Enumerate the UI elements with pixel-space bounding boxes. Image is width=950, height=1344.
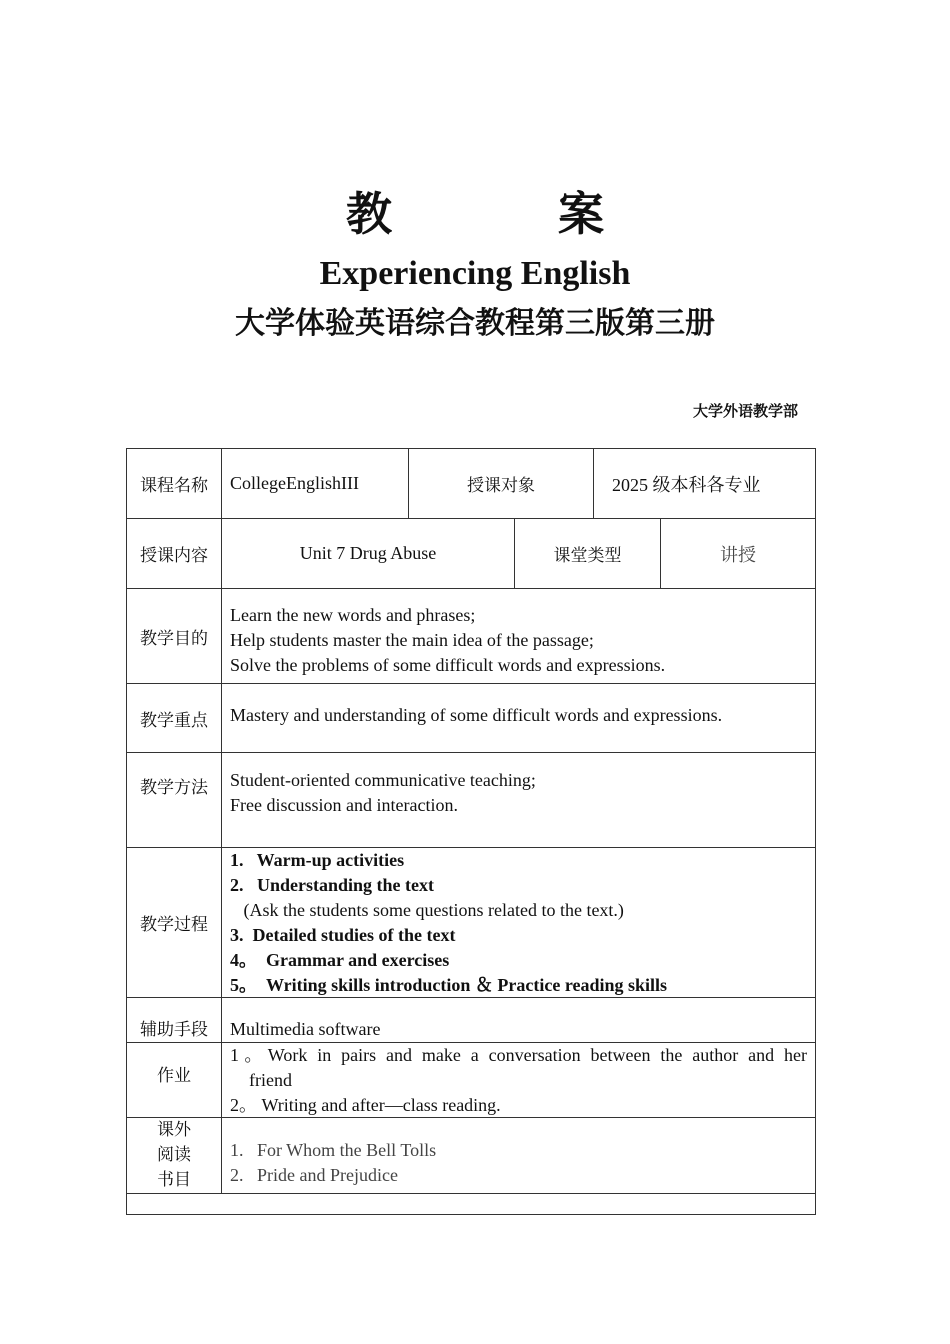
reading-book: 1. For Whom the Bell Tolls <box>230 1139 437 1160</box>
homework-value <box>221 1042 816 1118</box>
english-subtitle: Experiencing English <box>319 255 631 292</box>
process-step: 1. Warm-up activities <box>230 849 405 870</box>
content-value: Unit 7 Drug Abuse <box>221 518 515 589</box>
homework-item: 1。Work in pairs and make a conversation between the author and her <box>230 1044 807 1065</box>
process-value <box>221 847 816 998</box>
methods-value <box>221 752 816 848</box>
document-title: 教 案 <box>346 187 664 241</box>
aids-value: Multimedia software <box>221 997 816 1043</box>
process-label: 教学过程 <box>126 847 222 998</box>
class-type-label: 课堂类型 <box>514 518 661 589</box>
process-note: (Ask the students some questions related to the text.) <box>230 899 624 920</box>
objectives-value <box>221 588 816 684</box>
audience-label: 授课对象 <box>408 448 594 519</box>
reading-value <box>221 1117 816 1194</box>
objective-line: Learn the new words and phrases; <box>230 604 476 625</box>
objectives-label: 教学目的 <box>126 588 222 684</box>
method-line: Free discussion and interaction. <box>230 795 458 815</box>
audience-value: 2025 级本科各专业 <box>593 448 816 519</box>
process-step: 2. Understanding the text <box>230 874 435 895</box>
reading-label <box>126 1117 222 1194</box>
objective-line: Solve the problems of some difficult words and expressions. <box>230 654 666 675</box>
class-type-value: 讲授 <box>660 518 816 589</box>
process-step: 3. Detailed studies of the text <box>230 924 456 945</box>
key-points-value: Mastery and understanding of some difficult words and expressions. <box>221 683 816 753</box>
homework-item: 2。 Writing and after—class reading. <box>230 1094 501 1115</box>
methods-label: 教学方法 <box>126 752 222 848</box>
department-name: 大学外语教学部 <box>692 402 798 420</box>
reading-label-line: 阅读 <box>157 1145 191 1165</box>
objective-line: Help students master the main idea of the passage; <box>230 629 594 650</box>
reading-label-line: 课外 <box>157 1120 191 1140</box>
course-name-label: 课程名称 <box>126 448 222 519</box>
chinese-subtitle: 大学体验英语综合教程第三版第三册 <box>235 306 715 341</box>
homework-item-continued: friend <box>249 1069 292 1090</box>
reading-book: 2. Pride and Prejudice <box>230 1164 398 1185</box>
key-points-label: 教学重点 <box>126 683 222 753</box>
course-name-value: CollegeEnglishIII <box>221 448 409 519</box>
content-label: 授课内容 <box>126 518 222 589</box>
method-line: Student-oriented communicative teaching; <box>230 770 536 790</box>
process-step: 4。 Grammar and exercises <box>230 949 450 970</box>
homework-label: 作业 <box>126 1042 222 1118</box>
aids-label: 辅助手段 <box>126 997 222 1043</box>
empty-row <box>126 1193 816 1215</box>
reading-label-line: 书目 <box>157 1170 191 1190</box>
process-step: 5。 Writing skills introduction ＆ Practice reading skills <box>230 974 668 995</box>
